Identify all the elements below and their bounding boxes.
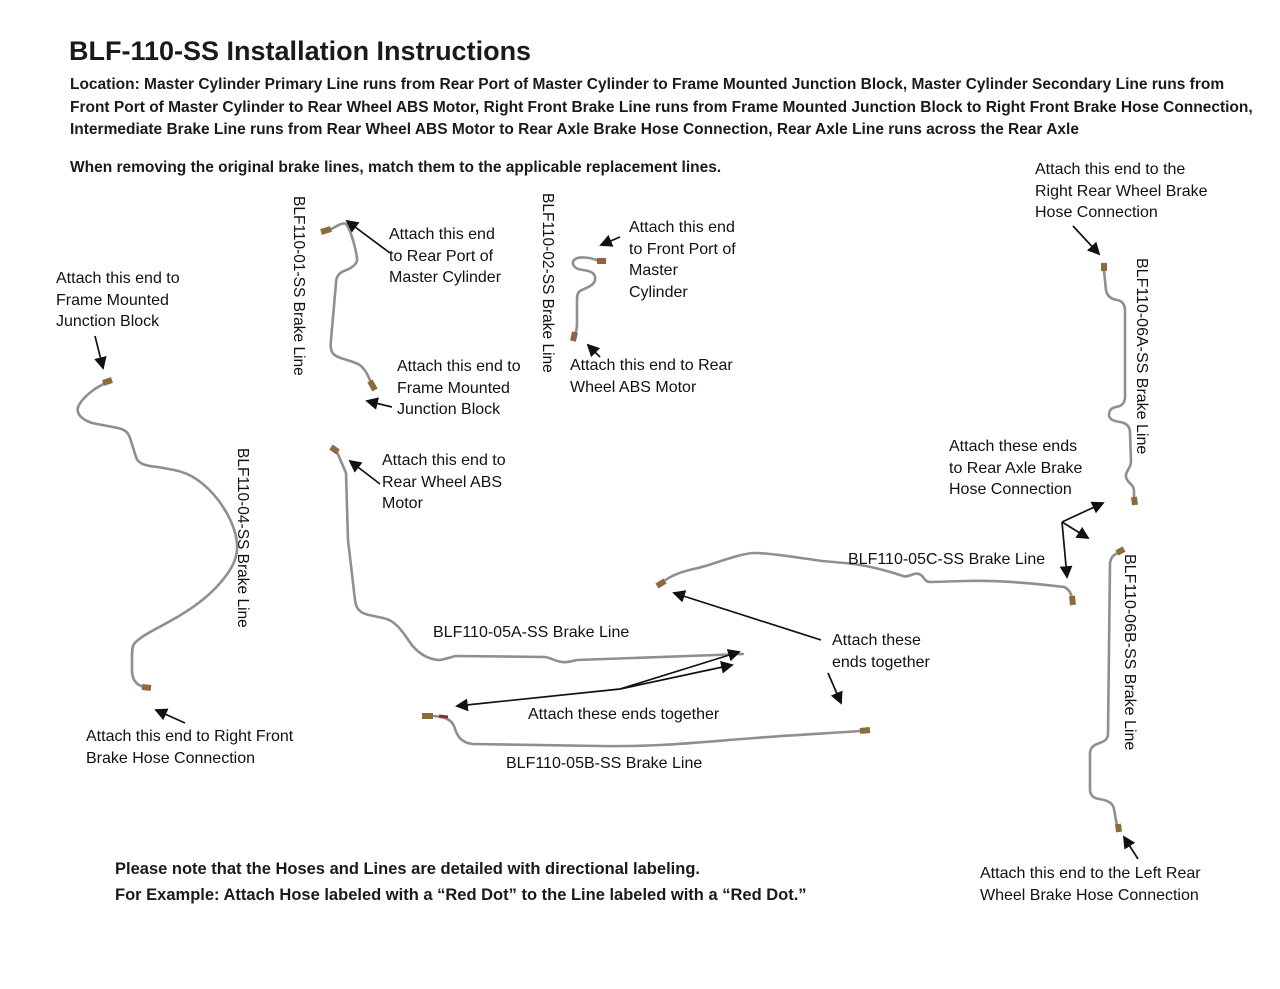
arrow-rear-axle-1 [1062, 503, 1103, 522]
arrow-frame-junction-04 [95, 336, 103, 368]
page-title: BLF-110-SS Installation Instructions [69, 36, 532, 66]
callout-rear-port-01: Attach this end to Rear Port of Master Cylinder [389, 226, 502, 286]
brake-line-06b-photo [1090, 549, 1124, 832]
callout-rear-axle-hose: Attach these ends to Rear Axle Brake Hose Connection [949, 438, 1083, 498]
location-description: Location: Master Cylinder Primary Line runs from Rear Port of Master Cylinder to Frame Mounted Junction Block, Master Cylinder Secondary Line runs from Front Port of Master Cylinder to Rear Wheel ABS Motor, Right Front Brake Line runs from Frame Mounted Junction Block to Right Front Brake Hose Connection, Intermediate Brake Line runs from Rear Wheel ABS Motor to Rear Axle Brake Hose Connection, Rear Axle Line runs across the Rear Axle [70, 76, 1253, 138]
footer-note-line1: Please note that the Hoses and Lines are detailed with directional labeling. [115, 860, 700, 878]
fitting-02-bottom [573, 332, 575, 341]
callout-ends-together-1: Attach these ends together [528, 706, 720, 723]
arrow-rear-abs-05a [350, 461, 380, 484]
brake-line-06a-photo [1104, 263, 1135, 505]
fitting-06a-bottom [1134, 497, 1135, 505]
fitting-05b-right [860, 730, 870, 731]
arrow-ends-together-1 [457, 665, 732, 706]
fitting-05a-top [331, 447, 338, 452]
fitting-04-bottom [142, 687, 151, 688]
label-blf110-01: BLF110-01-SS Brake Line [290, 196, 307, 376]
label-blf110-06b: BLF110-06B-SS Brake Line [1121, 554, 1138, 751]
callout-right-rear-hose-06a: Attach this end to the Right Rear Wheel Brake Hose Connection [1035, 161, 1208, 221]
callout-left-rear-hose-06b: Attach this end to the Left Rear Wheel Brake Hose Connection [980, 865, 1201, 904]
brake-line-01-photo [321, 223, 375, 390]
footer-note-line2: For Example: Attach Hose labeled with a “Red Dot” to the Line labeled with a “Red Dot.” [115, 886, 807, 904]
arrow-rear-axle-2 [1062, 522, 1088, 538]
arrow-front-port-02 [601, 237, 620, 245]
fitting-04-top [103, 380, 112, 383]
arrow-frame-junction-01 [367, 401, 392, 407]
fitting-01-top [321, 229, 331, 232]
arrow-ends-together-2-down [828, 673, 841, 703]
arrow-right-rear-06a [1073, 226, 1099, 254]
arrow-ends-together-2-up [674, 593, 821, 640]
label-blf110-05c: BLF110-05C-SS Brake Line [848, 551, 1046, 568]
callout-frame-junction-01: Attach this end to Frame Mounted Junction Block [397, 358, 521, 418]
brake-line-04-photo [78, 380, 237, 688]
label-blf110-05b: BLF110-05B-SS Brake Line [506, 755, 703, 772]
callout-right-front-hose-04: Attach this end to Right Front Brake Hose Connection [86, 728, 294, 767]
label-blf110-06a: BLF110-06A-SS Brake Line [1133, 258, 1150, 455]
fitting-06b-bottom [1118, 824, 1119, 832]
brake-line-02-photo [573, 257, 606, 341]
arrow-rear-port-01 [347, 221, 390, 253]
arrow-rear-axle-3 [1062, 522, 1067, 577]
fitting-05c-left [657, 581, 665, 586]
fitting-01-bottom [370, 381, 375, 390]
red-dot-mark [439, 716, 448, 717]
fitting-06b-top [1117, 549, 1124, 553]
label-blf110-05a: BLF110-05A-SS Brake Line [433, 624, 630, 641]
callout-rear-abs-02: Attach this end to Rear Wheel ABS Motor [570, 357, 733, 396]
label-blf110-04: BLF110-04-SS Brake Line [234, 448, 251, 628]
label-blf110-02: BLF110-02-SS Brake Line [539, 193, 556, 373]
removal-note: When removing the original brake lines, match them to the applicable replacement lines. [70, 159, 722, 176]
callout-rear-abs-05a: Attach this end to Rear Wheel ABS Motor [382, 452, 506, 512]
fitting-05c-right [1072, 596, 1073, 605]
callout-frame-junction-04: Attach this end to Frame Mounted Junction Block [56, 270, 180, 330]
callout-front-port-02: Attach this end to Front Port of Master Cylinder [629, 219, 736, 301]
callout-ends-together-2: Attach these ends together [832, 632, 930, 671]
arrow-left-rear-06b [1124, 837, 1138, 859]
arrow-right-front-04 [156, 710, 185, 723]
